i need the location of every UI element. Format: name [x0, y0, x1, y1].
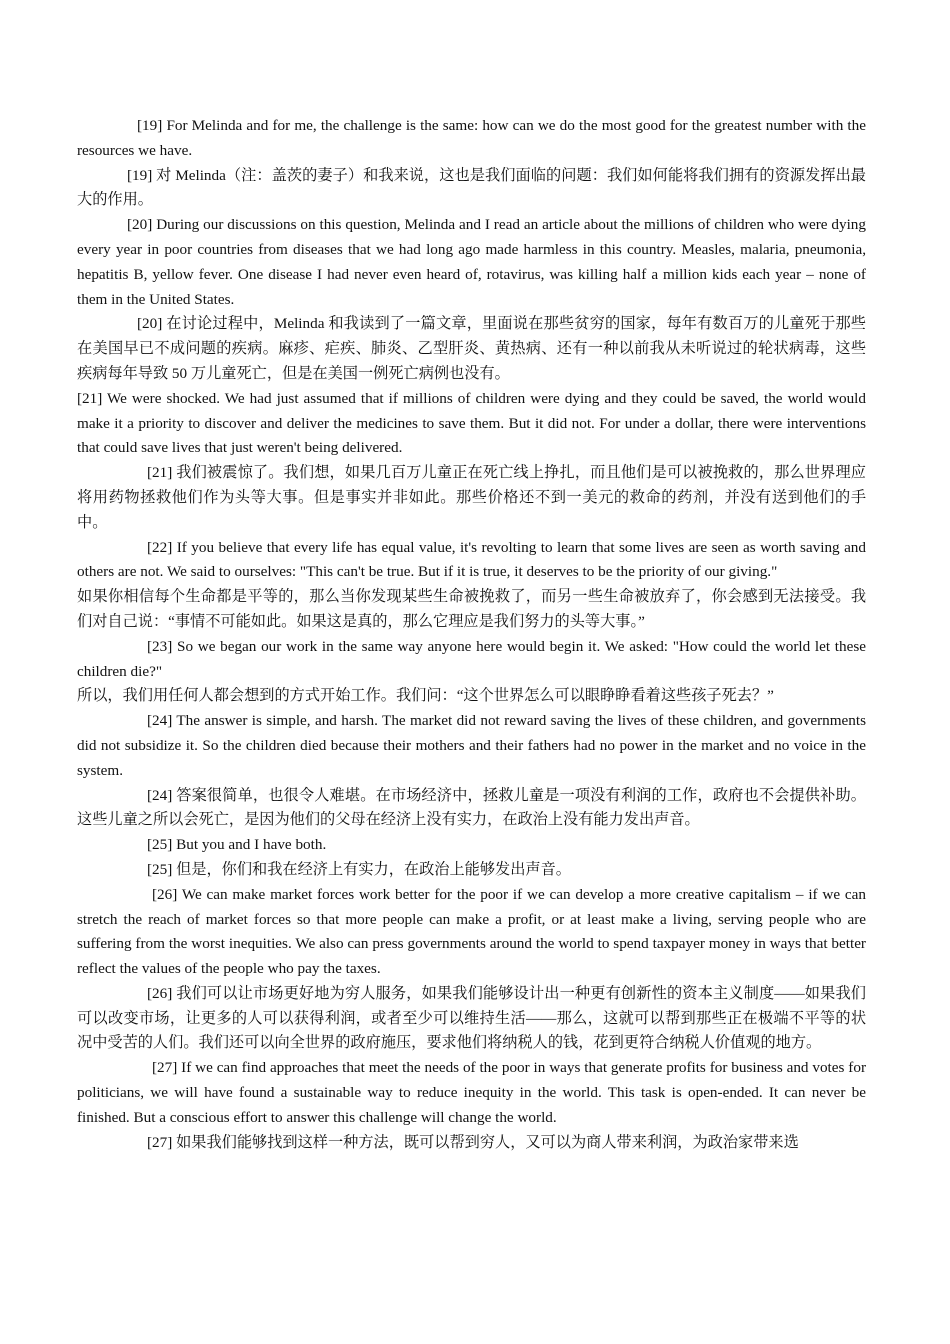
paragraph-24-chinese: [24] 答案很简单，也很令人难堪。在市场经济中，拯救儿童是一项没有利润的工作，政府也不会提供补助。这些儿童之所以会死亡，是因为他们的父母在经济上没有实力，在政治上没有能力发出声音。	[77, 786, 866, 829]
paragraph-22-english: [22] If you believe that every life has equal value, it's revolting to learn that some lives are seen as worth saving and others are not. We said to ourselves: "This can't be true. But if it is true, it deserves to be the priority of our giving."	[77, 538, 866, 581]
paragraph-25-chinese: [25] 但是，你们和我在经济上有实力，在政治上能够发出声音。	[147, 860, 571, 878]
paragraph-20-chinese: [20] 在讨论过程中，Melinda 和我读到了一篇文章，里面说在那些贫穷的国家，每年有数百万的儿童死于那些在美国早已不成问题的疾病。麻疹、疟疾、肺炎、乙型肝炎、黄热病、还有一种以前我从未听说过的轮状病毒，这些疾病每年导致 50 万儿童死亡，但是在美国一例死亡病例也没有。	[77, 315, 866, 382]
paragraph-19-chinese: [19] 对 Melinda（注：盖茨的妻子）和我来说，这也是我们面临的问题：我们如何能将我们拥有的资源发挥出最大的作用。	[77, 166, 866, 209]
paragraph-21-english: [21] We were shocked. We had just assumed that if millions of children were dying and they could be saved, the world would make it a priority to discover and deliver the medicines to save them. But it did not. For under a dollar, there were interventions that could save lives that just weren't being delivered.	[77, 389, 866, 457]
paragraph-24-english: [24] The answer is simple, and harsh. The market did not reward saving the lives of these children, and governments did not subsidize it. So the children died because their mothers and their fathers had no power in the market and no voice in the system.	[77, 712, 866, 779]
paragraph-22-chinese: 如果你相信每个生命都是平等的，那么当你发现某些生命被挽救了，而另一些生命被放弃了，你会感到无法接受。我们对自己说：“事情不可能如此。如果这是真的，那么它理应是我们努力的头等大事。”	[77, 588, 866, 630]
paragraph-23-english: [23] So we began our work in the same way anyone here would begin it. We asked: "How could the world let these children die?"	[77, 637, 866, 680]
paragraph-23-chinese: 所以，我们用任何人都会想到的方式开始工作。我们问：“这个世界怎么可以眼睁睁看着这些孩子死去？”	[77, 687, 774, 705]
document-page	[77, 114, 866, 1155]
paragraph-19-english: [19] For Melinda and for me, the challenge is the same: how can we do the most good for the greatest number with the resources we have.	[77, 117, 866, 159]
paragraph-26-chinese: [26] 我们可以让市场更好地为穷人服务，如果我们能够设计出一种更有创新性的资本主义制度——如果我们可以改变市场，让更多的人可以获得利润，或者至少可以维持生活——那么，这就可以帮到那些正在极端不平等的状况中受苦的人们。我们还可以向全世界的政府施压，要求他们将纳税人的钱，花到更符合纳税人价值观的地方。	[77, 984, 866, 1052]
paragraph-20-english: [20] During our discussions on this question, Melinda and I read an article about the millions of children who were dying every year in poor countries from diseases that we had long ago made harmless in this country. Measles, malaria, pneumonia, hepatitis B, yellow fever. One disease I had never even heard of, rotavirus, was killing half a million kids each year – none of them in the United States.	[77, 216, 866, 308]
paragraph-26-english: [26] We can make market forces work better for the poor if we can develop a more creative capitalism – if we can stretch the reach of market forces so that more people can make a profit, or at least make a living, serving people who are suffering from the worst inequities. We also can press governments around the world to spend taxpayer money in ways that better reflect the values of the people who pay the taxes.	[77, 885, 866, 978]
paragraph-21-chinese: [21] 我们被震惊了。我们想，如果几百万儿童正在死亡线上挣扎，而且他们是可以被挽救的，那么世界理应将用药物拯救他们作为头等大事。但是事实并非如此。那些价格还不到一美元的救命的药剂，并没有送到他们的手中。	[77, 464, 866, 531]
paragraph-27-chinese: [27] 如果我们能够找到这样一种方法，既可以帮到穷人，又可以为商人带来利润，为政治家带来选	[147, 1133, 799, 1151]
paragraph-27-english: [27] If we can find approaches that meet the needs of the poor in ways that generate profits for business and votes for politicians, we will have found a sustainable way to reduce inequity in the world. This task is open-ended. It can never be finished. But a conscious effort to answer this challenge will change the world.	[77, 1059, 866, 1126]
paragraph-25-english: [25] But you and I have both.	[147, 836, 327, 854]
